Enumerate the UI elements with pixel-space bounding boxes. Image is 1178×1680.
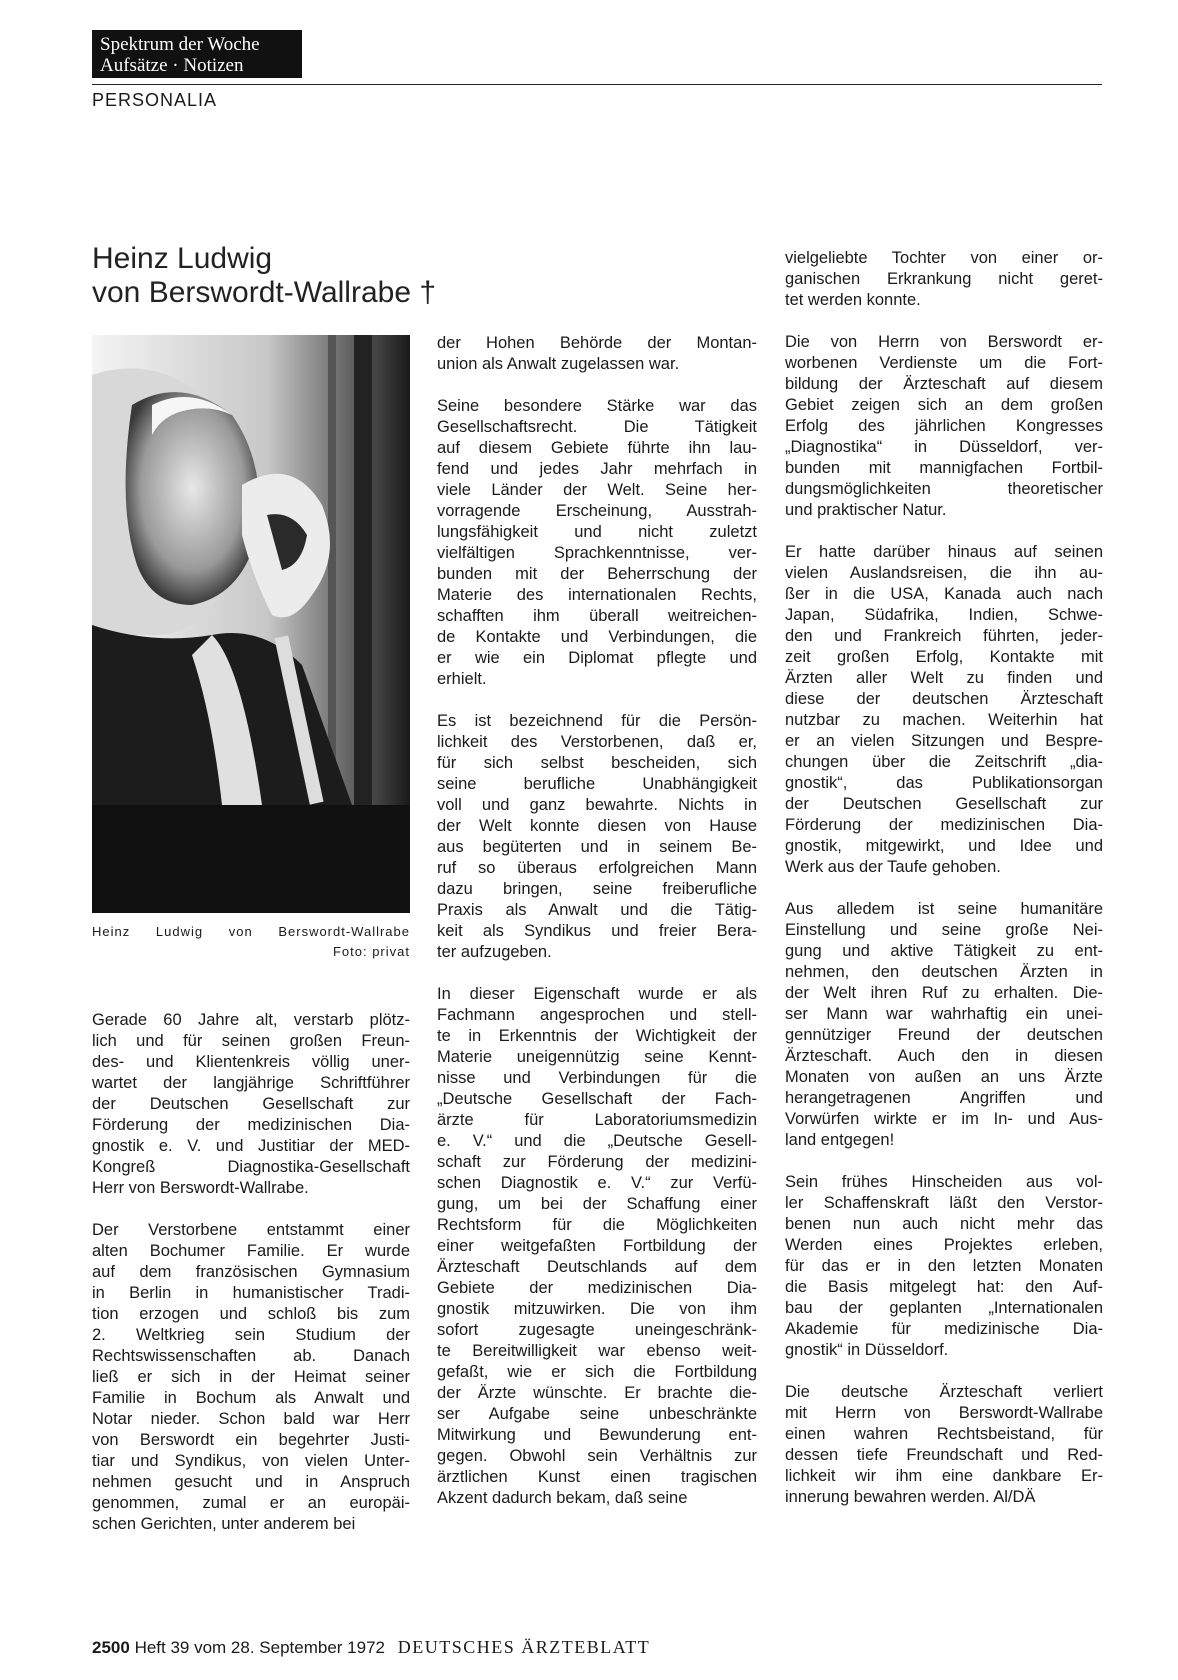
paragraph-gap — [92, 1199, 410, 1220]
text-line: Förderung der medizinischen Dia- — [785, 816, 1103, 834]
text-line: nehmen, den deutschen Ärzten in — [785, 963, 1103, 981]
text-line: gnostik e. V. und Justitiar der MED- — [92, 1137, 410, 1155]
paragraph — [785, 1172, 1103, 1361]
text-line: vielfältigen Sprachkenntnisse, ver- — [437, 544, 757, 562]
text-line: keit als Syndikus und freier Bera- — [437, 922, 757, 940]
text-line: dazu bringen, seine freiberufliche — [437, 880, 757, 898]
text-line: einen wahren Rechtsbeistand, für — [785, 1425, 1103, 1443]
text-line: Ärzteschaft Deutschlands auf dem — [437, 1258, 757, 1276]
text-line: zeit großen Erfolg, Kontakte mit — [785, 648, 1103, 666]
text-line: bildung der Ärzteschaft auf diesem — [785, 375, 1103, 393]
text-line: ruf so überaus erfolgreichen Mann — [437, 859, 757, 877]
article-title — [92, 242, 512, 310]
text-line: Sein frühes Hinscheiden aus vol- — [785, 1173, 1103, 1191]
text-line: Gebiet zeigen sich an dem großen — [785, 396, 1103, 414]
text-line: In dieser Eigenschaft wurde er als — [437, 985, 757, 1003]
text-line: gnostik“ in Düsseldorf. — [785, 1341, 949, 1359]
text-line: der Hohen Behörde der Montan- — [437, 334, 757, 352]
text-line: vielgeliebte Tochter von einer or- — [785, 249, 1103, 267]
text-line: gennütziger Freund der deutschen — [785, 1026, 1103, 1044]
text-line: Rechtsform für die Möglichkeiten — [437, 1216, 757, 1234]
text-line: Ärzten aller Welt zu finden und — [785, 669, 1103, 687]
text-line: Die deutsche Ärzteschaft verliert — [785, 1383, 1103, 1401]
text-line: genommen, zumal er an europäi- — [92, 1494, 410, 1512]
text-line: ler Schaffenskraft läßt den Verstor- — [785, 1194, 1103, 1212]
portrait-photo-graphic — [92, 335, 410, 913]
text-line: ärzte für Laboratoriumsmedizin — [437, 1111, 757, 1129]
text-line: vielen Auslandsreisen, die ihn au- — [785, 564, 1103, 582]
text-line: benen nun auch nicht mehr das — [785, 1215, 1103, 1233]
text-line: voll und ganz bewahrte. Nichts in — [437, 796, 757, 814]
text-line: in Berlin in humanistischer Tradi- — [92, 1284, 410, 1302]
text-line: dessen tiefe Freundschaft und Red- — [785, 1446, 1103, 1464]
text-line: Kongreß Diagnostika-Gesellschaft — [92, 1158, 410, 1176]
paragraph-gap — [785, 1151, 1103, 1172]
text-line: Erfolg des jährlichen Kongresses — [785, 417, 1103, 435]
text-line: schafften ihm überall weitreichen- — [437, 607, 757, 625]
text-line: gnostik, mitgewirkt, und Idee und — [785, 837, 1103, 855]
text-line: gung, um bei der Schaffung einer — [437, 1195, 757, 1213]
text-line: chungen über die Zeitschrift „dia- — [785, 753, 1103, 771]
text-line: Familie in Bochum als Anwalt und — [92, 1389, 410, 1407]
text-line: wartet der langjährige Schriftführer — [92, 1074, 410, 1092]
text-line: bunden mit der Beherrschung der — [437, 565, 757, 583]
text-line: Japan, Südafrika, Indien, Schwe- — [785, 606, 1103, 624]
text-line: Es ist bezeichnend für die Persön- — [437, 712, 757, 730]
text-line: erhielt. — [437, 670, 487, 688]
text-line: des- und Klientenkreis völlig uner- — [92, 1053, 410, 1071]
paragraph-gap — [437, 375, 757, 396]
paragraph-gap — [785, 1361, 1103, 1382]
caption-line-1: Heinz Ludwig von Berswordt-Wallrabe — [92, 924, 410, 939]
text-column-2 — [437, 333, 757, 1509]
text-line: Der Verstorbene entstammt einer — [92, 1221, 410, 1239]
paragraph-gap — [437, 690, 757, 711]
text-line: lungsfähigkeit und nicht zuletzt — [437, 523, 757, 541]
text-line: gnostik mitzuwirken. Die von ihm — [437, 1300, 757, 1318]
text-line: Werden eines Projektes erleben, — [785, 1236, 1103, 1254]
text-line: für das er in den letzten Monaten — [785, 1257, 1103, 1275]
text-line: Akademie für medizinische Dia- — [785, 1320, 1103, 1338]
text-line: der Deutschen Gesellschaft zur — [92, 1095, 410, 1113]
text-line: ter aufzugeben. — [437, 943, 552, 961]
text-line: herangetragenen Angriffen und — [785, 1089, 1103, 1107]
text-line: der Welt ihren Ruf zu erhalten. Die- — [785, 984, 1103, 1002]
text-line: dungsmöglichkeiten theoretischer — [785, 480, 1103, 498]
text-line: de Kontakte und Verbindungen, die — [437, 628, 757, 646]
text-line: nehmen gesucht und in Anspruch — [92, 1473, 410, 1491]
section-label: PERSONALIA — [92, 90, 218, 110]
text-line: 2. Weltkrieg sein Studium der — [92, 1326, 410, 1344]
text-line: Die von Herrn von Berswordt er- — [785, 333, 1103, 351]
text-line: bunden mit mannigfachen Fortbil- — [785, 459, 1103, 477]
text-line: ließ er sich in der Heimat seiner — [92, 1368, 410, 1386]
text-line: von Berswordt ein begehrter Justi- — [92, 1431, 410, 1449]
text-column-3 — [785, 248, 1103, 1508]
text-line: ser Mann war wahrhaftig ein unei- — [785, 1005, 1103, 1023]
text-line: gefaßt, wie er sich die Fortbildung — [437, 1363, 757, 1381]
text-line: alten Bochumer Familie. Er wurde — [92, 1242, 410, 1260]
paragraph — [92, 1220, 410, 1535]
text-line: ser Aufgabe seine unbeschränkte — [437, 1405, 757, 1423]
text-line: ßer in die USA, Kanada auch nach — [785, 585, 1103, 603]
text-line: sofort zugesagte uneingeschränk- — [437, 1321, 757, 1339]
paragraph-gap — [785, 521, 1103, 542]
text-line: nutzbar zu machen. Weiterhin hat — [785, 711, 1103, 729]
text-line: ärztlichen Kunst einen tragischen — [437, 1468, 757, 1486]
text-line: Er hatte darüber hinaus auf seinen — [785, 543, 1103, 561]
issue-info: Heft 39 vom 28. September 1972 — [134, 1638, 385, 1657]
text-line: Einstellung und seine große Nei- — [785, 921, 1103, 939]
text-line: schen Gerichten, unter anderem bei — [92, 1515, 356, 1533]
text-line: die Basis mitgelegt hat: den Auf- — [785, 1278, 1103, 1296]
text-line: bau der geplanten „Internationalen — [785, 1299, 1103, 1317]
paragraph-gap — [785, 311, 1103, 332]
text-line: seine berufliche Unabhängigkeit — [437, 775, 757, 793]
text-line: Gerade 60 Jahre alt, verstarb plötz- — [92, 1011, 410, 1029]
paragraph-gap — [785, 878, 1103, 899]
text-line: Seine besondere Stärke war das — [437, 397, 757, 415]
text-line: Förderung der medizinischen Dia- — [92, 1116, 410, 1134]
paragraph — [437, 984, 757, 1509]
text-line: gung und aktive Tätigkeit zu ent- — [785, 942, 1103, 960]
text-line: Fachmann angesprochen und stell- — [437, 1006, 757, 1024]
text-line: schen Diagnostik e. V.“ zur Verfü- — [437, 1174, 757, 1192]
text-line: auf dem französischen Gymnasium — [92, 1263, 410, 1281]
paragraph — [92, 1010, 410, 1199]
text-line: lichkeit des Verstorbenen, daß er, — [437, 733, 757, 751]
text-line: „Deutsche Gesellschaft der Fach- — [437, 1090, 757, 1108]
text-line: Vorwürfen wirkte er im In- und Aus- — [785, 1110, 1103, 1128]
text-column-1 — [92, 1010, 410, 1535]
paragraph — [785, 542, 1103, 878]
text-line: Monaten von außen an uns Ärzte — [785, 1068, 1103, 1086]
portrait-photo — [92, 335, 410, 913]
text-line: der Welt konnte diesen von Hause — [437, 817, 757, 835]
text-line: und praktischer Natur. — [785, 501, 947, 519]
text-line: einer weitgefaßten Fortbildung der — [437, 1237, 757, 1255]
text-line: der Deutschen Gesellschaft zur — [785, 795, 1103, 813]
text-line: mit Herrn von Berswordt-Wallrabe — [785, 1404, 1103, 1422]
text-line: Werk aus der Taufe gehoben. — [785, 858, 1001, 876]
text-line: Notar nieder. Schon bald war Herr — [92, 1410, 410, 1428]
text-line: worbenen Verdienste um die Fort- — [785, 354, 1103, 372]
text-line: tet werden konnte. — [785, 291, 921, 309]
text-line: Materie des internationalen Rechts, — [437, 586, 757, 604]
page-footer — [92, 1637, 650, 1658]
text-line: lich und für seinen großen Freun- — [92, 1032, 410, 1050]
header-rule — [92, 84, 1102, 85]
photo-caption — [92, 922, 410, 962]
text-line: Aus alledem ist seine humanitäre — [785, 900, 1103, 918]
text-line: Ärzteschaft. Auch den in diesen — [785, 1047, 1103, 1065]
text-line: Materie uneigennützig seine Kennt- — [437, 1048, 757, 1066]
text-line: union als Anwalt zugelassen war. — [437, 355, 680, 373]
text-line: für sich selbst bescheiden, sich — [437, 754, 757, 772]
text-line: nisse und Verbindungen für die — [437, 1069, 757, 1087]
text-line: er wie ein Diplomat pflegte und — [437, 649, 757, 667]
text-line: „Diagnostika“ in Düsseldorf, ver- — [785, 438, 1103, 456]
title-line-1: Heinz Ludwig — [92, 242, 273, 275]
text-line: vorragende Erscheinung, Ausstrah- — [437, 502, 757, 520]
paragraph — [437, 333, 757, 375]
text-line: land entgegen! — [785, 1131, 895, 1149]
text-line: viele Länder der Welt. Seine her- — [437, 481, 757, 499]
text-line: gnostik“, das Publikationsorgan — [785, 774, 1103, 792]
title-line-2: von Berswordt-Wallrabe † — [92, 276, 437, 309]
text-line: aus begüterten und in seinem Be- — [437, 838, 757, 856]
text-line: te in Erkenntnis der Wichtigkeit der — [437, 1027, 757, 1045]
text-line: Rechtswissenschaften ab. Danach — [92, 1347, 410, 1365]
text-line: Gebiete der medizinischen Dia- — [437, 1279, 757, 1297]
text-line: fend und jedes Jahr mehrfach in — [437, 460, 757, 478]
text-line: Praxis als Anwalt und die Tätig- — [437, 901, 757, 919]
text-line: auf diesem Gebiete führte ihn lau- — [437, 439, 757, 457]
paragraph — [785, 1382, 1103, 1508]
paragraph — [785, 248, 1103, 311]
page-number: 2500 — [92, 1638, 130, 1657]
header-line-2: Aufsätze · Notizen — [100, 55, 244, 76]
text-line: te Bereitwilligkeit war ebenso weit- — [437, 1342, 757, 1360]
text-line: er an vielen Sitzungen und Bespre- — [785, 732, 1103, 750]
text-line: e. V.“ und die „Deutsche Gesell- — [437, 1132, 757, 1150]
text-line: Herr von Berswordt-Wallrabe. — [92, 1179, 309, 1197]
text-line: gegen. Obwohl sein Verhältnis zur — [437, 1447, 757, 1465]
text-line: tiar und Syndikus, von vielen Unter- — [92, 1452, 410, 1470]
section-header-box — [92, 30, 302, 78]
text-line: lichkeit wir ihm eine dankbare Er- — [785, 1467, 1103, 1485]
text-line: diese der deutschen Ärzteschaft — [785, 690, 1103, 708]
text-line: Akzent dadurch bekam, daß seine — [437, 1489, 688, 1507]
text-line: Gesellschaftsrecht. Die Tätigkeit — [437, 418, 757, 436]
text-line: Mitwirkung und Bewunderung ent- — [437, 1426, 757, 1444]
paragraph-gap — [437, 963, 757, 984]
paragraph — [785, 332, 1103, 521]
text-line: schaft zur Förderung der medizini- — [437, 1153, 757, 1171]
paragraph — [785, 899, 1103, 1151]
paragraph — [437, 396, 757, 690]
text-line: der Ärzte wünschte. Er brachte die- — [437, 1384, 757, 1402]
paragraph — [437, 711, 757, 963]
header-line-1: Spektrum der Woche — [100, 34, 260, 55]
text-line: den und Frankreich führten, jeder- — [785, 627, 1103, 645]
magazine-name: DEUTSCHES ÄRZTEBLATT — [397, 1637, 651, 1657]
caption-line-2: Foto: privat — [332, 944, 410, 959]
text-line: ganischen Erkrankung nicht geret- — [785, 270, 1103, 288]
text-line: innerung bewahren werden. Al/DÄ — [785, 1488, 1036, 1506]
text-line: tion erzogen und schloß bis zum — [92, 1305, 410, 1323]
